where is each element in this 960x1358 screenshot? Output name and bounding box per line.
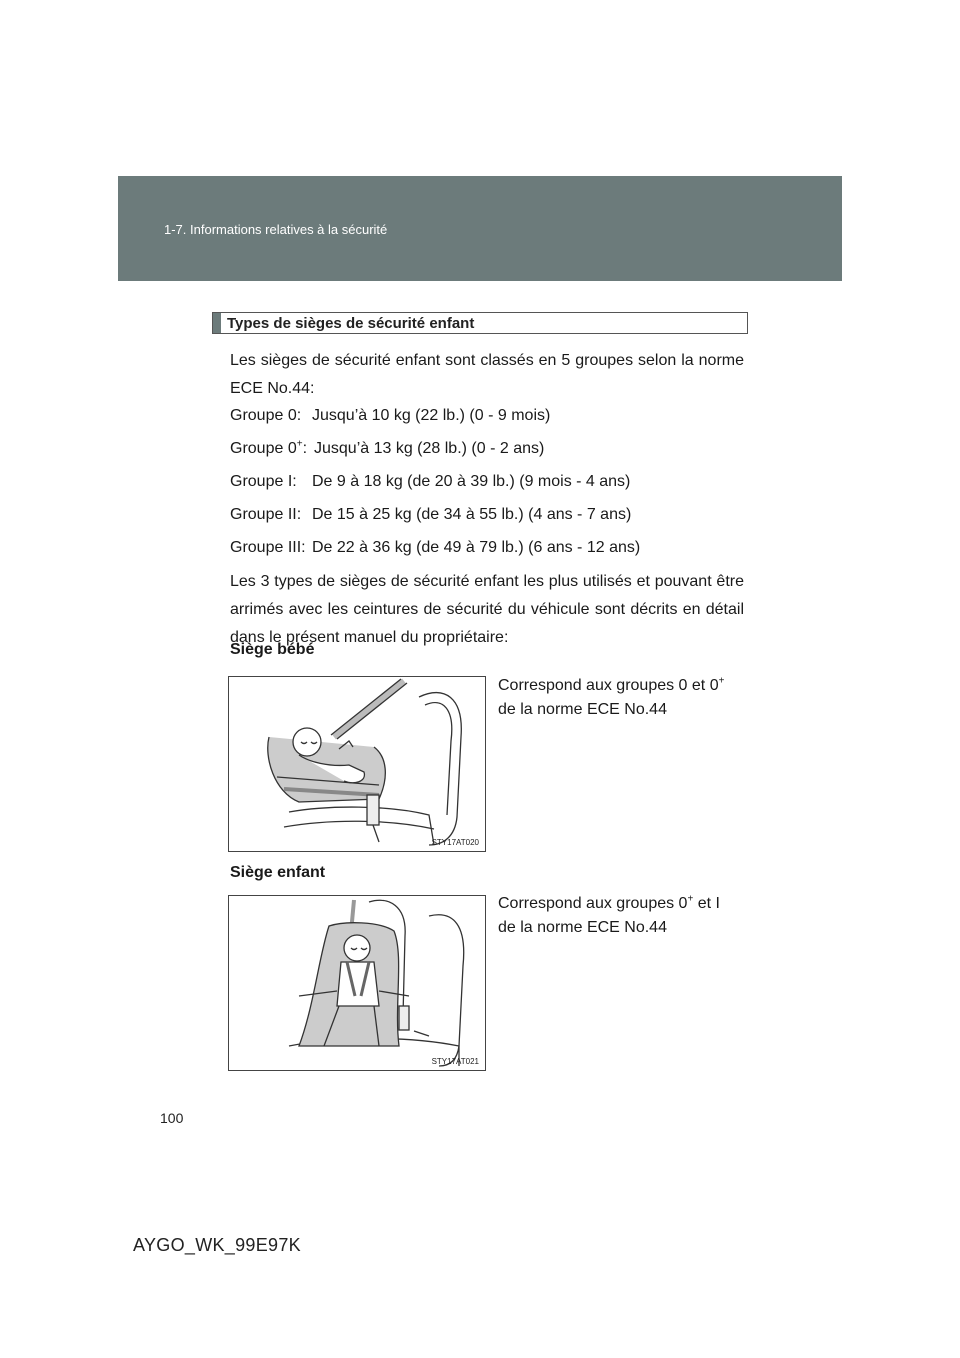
image-code: STY17AT020 <box>431 838 479 847</box>
topic-heading <box>212 312 748 334</box>
infant-seat-drawing <box>229 677 486 852</box>
page-number: 100 <box>160 1110 184 1126</box>
image-code: STY17AT021 <box>431 1057 479 1066</box>
group-desc: Jusqu’à 13 kg (28 lb.) (0 - 2 ans) <box>314 440 545 457</box>
group-desc: De 15 à 25 kg (de 34 à 55 lb.) (4 ans - 7 ans) <box>312 506 632 523</box>
chapter-header-band <box>118 176 842 281</box>
seat-desc-child: Correspond aux groupes 0+ et I de la norme ECE No.44 <box>498 893 720 936</box>
group-label: Groupe I: <box>230 473 297 490</box>
group-label: Groupe III: <box>230 539 306 556</box>
section-title: 1-7. Informations relatives à la sécurité <box>164 222 388 237</box>
infant-seat-illustration <box>228 676 486 852</box>
group-desc: Jusqu’à 10 kg (22 lb.) (0 - 9 mois) <box>312 407 551 424</box>
group-desc: De 22 à 36 kg (de 49 à 79 lb.) (6 ans - 12 ans) <box>312 539 641 556</box>
group-label: Groupe 0+: <box>230 438 308 457</box>
group-label: Groupe 0: <box>230 407 302 424</box>
document-code: AYGO_WK_99E97K <box>133 1235 301 1255</box>
summary-paragraph: Les 3 types de sièges de sécurité enfant les plus utilisés et pouvant être arrimés avec les ceintures de sécurité du véhicule sont décrits en détail dans le présent manuel du propriétaire: <box>230 573 744 646</box>
group-label: Groupe II: <box>230 506 302 523</box>
child-seat-drawing <box>229 896 486 1071</box>
heading-accent-bar <box>213 313 221 333</box>
child-seat-illustration <box>228 895 486 1071</box>
seat-title-infant: Siège bébé <box>230 641 315 658</box>
topic-heading-text: Types de sièges de sécurité enfant <box>227 315 475 332</box>
seat-title-child: Siège enfant <box>230 864 326 881</box>
group-desc: De 9 à 18 kg (de 20 à 39 lb.) (9 mois - 4 ans) <box>312 473 631 490</box>
seat-desc-infant: Correspond aux groupes 0 et 0+ de la norme ECE No.44 <box>498 675 725 718</box>
intro-paragraph: Les sièges de sécurité enfant sont classés en 5 groupes selon la norme ECE No.44: <box>230 352 744 397</box>
